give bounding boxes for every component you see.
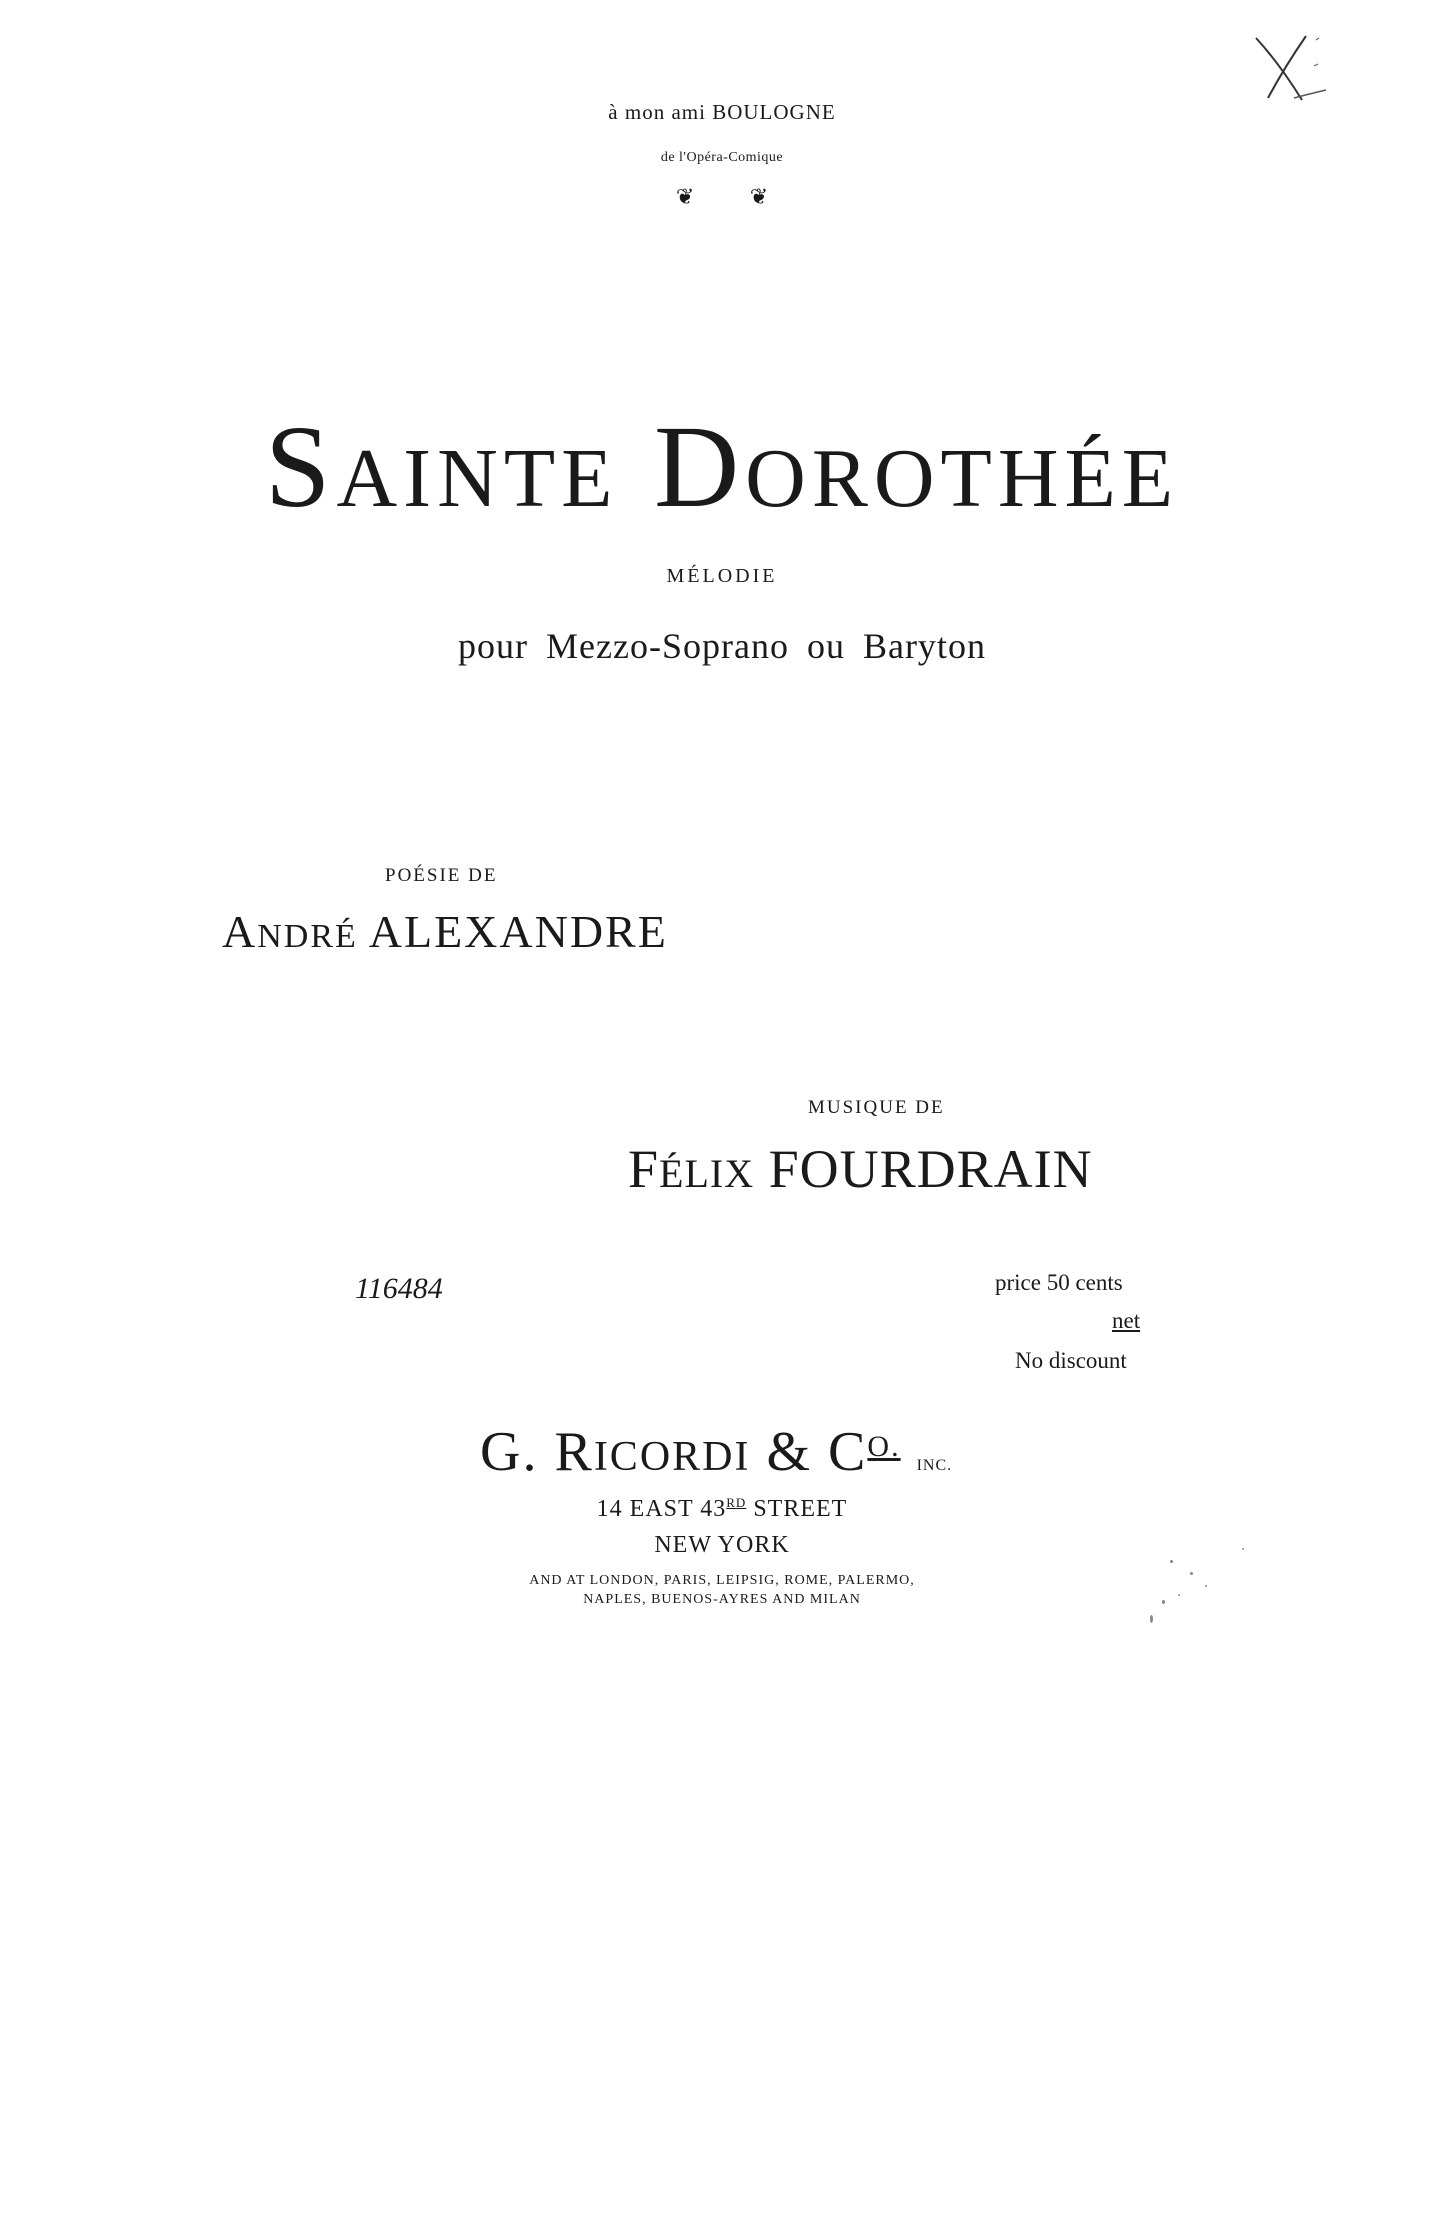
publisher-branches-line1: AND AT LONDON, PARIS, LEIPSIG, ROME, PALERMO, (529, 1573, 915, 1588)
title-first-rest: AINTE (336, 432, 619, 525)
scan-speck (1205, 1585, 1207, 1587)
dedication-line: à mon ami BOULOGNE (608, 100, 836, 124)
composer-last-name: FOURDRAIN (768, 1139, 1093, 1199)
scan-speck (1170, 1560, 1173, 1563)
dedication-subline: de l'Opéra-Comique (660, 150, 784, 165)
publisher-co: C (828, 1421, 868, 1483)
publisher-inc: INC. (916, 1457, 953, 1474)
publisher-city: NEW YORK (654, 1532, 790, 1558)
composer-first-initial: F (628, 1139, 660, 1199)
street-suffix: RD (726, 1495, 747, 1510)
publisher-initial: R (554, 1421, 594, 1483)
scan-speck (1162, 1600, 1165, 1604)
voice-designation: pour Mezzo-Soprano ou Baryton (458, 626, 986, 666)
scan-speck (1150, 1615, 1153, 1623)
scan-speck (1242, 1548, 1244, 1550)
street-number: 14 EAST 43 (596, 1496, 727, 1522)
fleuron-icon: ❦ (749, 184, 769, 209)
composer-name (628, 1138, 1093, 1200)
poet-first-rest: NDRÉ (257, 918, 358, 955)
fleuron-icon: ❦ (675, 184, 695, 209)
plate-number: 116484 (355, 1272, 443, 1305)
net-text: net (1112, 1308, 1141, 1333)
poet-first-initial: A (222, 906, 258, 957)
poet-last-name: ALEXANDRE (368, 906, 668, 957)
scan-speck (1190, 1572, 1193, 1575)
composer-first-rest: ÉLIX (659, 1151, 755, 1196)
publisher-prefix: G. (480, 1421, 555, 1483)
publisher-co-superscript: O. (867, 1430, 901, 1463)
street-name: STREET (746, 1496, 848, 1522)
scan-speck (1178, 1594, 1180, 1596)
handwritten-x-mark (1244, 28, 1334, 113)
publisher-name (480, 1420, 952, 1484)
price-text: price 50 cents (995, 1270, 1123, 1295)
title-second-rest: OROTHÉE (745, 432, 1180, 525)
title-second-initial: D (653, 401, 746, 532)
publisher-address (0, 1495, 1444, 1523)
poet-name (222, 905, 668, 958)
publisher-branches-line2: NAPLES, BUENOS-AYRES AND MILAN (583, 1592, 861, 1607)
poet-label: POÉSIE DE (385, 865, 498, 886)
page-title (0, 401, 1444, 532)
subtitle: MÉLODIE (666, 565, 778, 587)
publisher-ampersand: & (750, 1421, 829, 1483)
title-first-initial: S (264, 401, 337, 532)
composer-label: MUSIQUE DE (808, 1097, 945, 1118)
discount-text: No discount (1015, 1348, 1127, 1373)
ornament-group (0, 184, 1444, 210)
publisher-name-rest: ICORDI (593, 1434, 751, 1480)
